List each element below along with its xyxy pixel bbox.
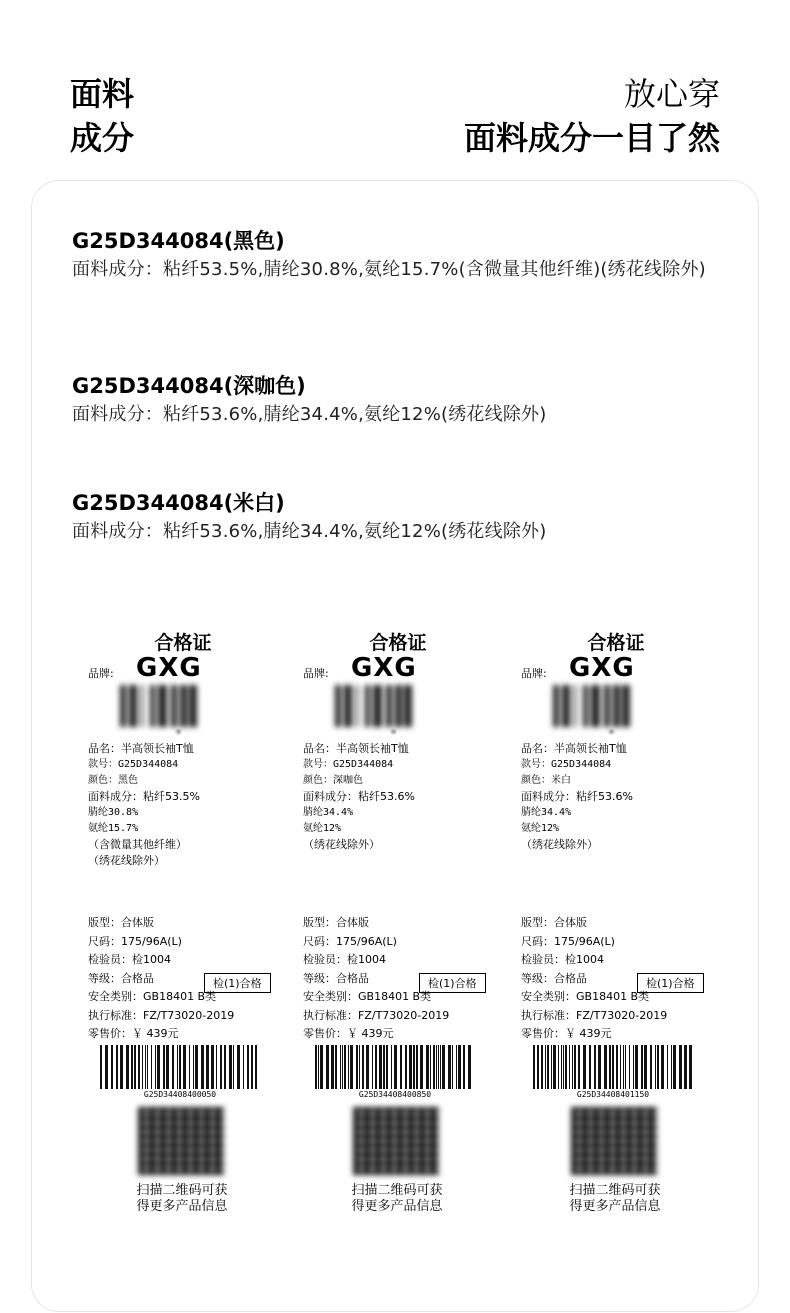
tag-spec-line: 尺码：175/96A(L) [88, 934, 182, 948]
barcode-bar [344, 685, 352, 727]
barcode-bar [251, 1045, 253, 1089]
header-right-line2: 面料成分一目了然 [463, 119, 720, 157]
barcode-bar [623, 1045, 624, 1089]
tag-info-line: 款号：G25D344084 [303, 759, 394, 770]
barcode-bar [565, 1045, 567, 1089]
barcode-bar [400, 1045, 402, 1089]
barcode-bar [335, 1045, 337, 1089]
tag-info-line: （绣花线除外） [521, 838, 598, 851]
qr-code [571, 1107, 657, 1175]
barcode-bar [456, 1045, 457, 1089]
barcode-bar [138, 1045, 140, 1089]
barcode-bar [574, 685, 576, 727]
barcode-bar [604, 685, 610, 727]
barcode-bar [105, 1045, 108, 1089]
barcode-bar [433, 1045, 435, 1089]
tag-spec-line: 等级：合格品 [303, 971, 369, 985]
barcode-bar [562, 685, 570, 727]
brand-logo: GXG [351, 653, 417, 683]
tag-spec-line: 尺码：175/96A(L) [521, 934, 615, 948]
barcode-bar [463, 1045, 465, 1089]
header-right-title [464, 72, 720, 160]
tag-info-line: 面料成分：粘纤53.6% [303, 790, 415, 803]
barcode-bar [379, 1045, 382, 1089]
barcode-bar [657, 1045, 659, 1089]
barcode-bar [120, 1045, 123, 1089]
barcode-bar [383, 1045, 385, 1089]
tag-spec-line: 零售价：￥ 439元 [303, 1027, 394, 1040]
tag-spec-line: 版型：合体版 [88, 916, 154, 929]
barcode-bar [622, 685, 630, 727]
barcode-bar [172, 1045, 174, 1089]
barcode-bar [616, 1045, 618, 1089]
barcode-bar [220, 1045, 222, 1089]
composition-desc: 面料成分：粘纤53.6%,腈纶34.4%,氨纶12%(绣花线除外) [72, 404, 547, 425]
inspection-stamp: 检(1)合格 [419, 973, 486, 993]
tag-spec-line: 等级：合格品 [88, 971, 154, 985]
barcode-bar [673, 1045, 676, 1089]
barcode-bar [394, 1045, 397, 1089]
barcode-bar [120, 685, 126, 727]
barcode-bar [100, 1045, 102, 1089]
tag-info-line: 腈纶34.4% [521, 807, 572, 818]
barcode-bar [426, 1045, 429, 1089]
barcode-bar [171, 685, 177, 727]
barcode-number: G25D34408400050 [143, 1090, 217, 1099]
barcode-bar [644, 1045, 647, 1089]
blurred-barcode [120, 685, 240, 727]
tag-spec-line: 零售价：￥ 439元 [88, 1027, 179, 1040]
barcode-bar [404, 685, 412, 727]
barcode-bar [201, 1045, 204, 1089]
barcode-number: G25D34408400850 [358, 1090, 432, 1099]
scan-hint [317, 1183, 477, 1215]
tag-info-line: 面料成分：粘纤53.5% [88, 790, 200, 803]
dot-mark [176, 729, 181, 734]
brand-label: 品牌: [521, 667, 547, 680]
tag-info-line: 腈纶34.4% [303, 807, 354, 818]
blurred-barcode [335, 685, 455, 727]
tag-info-line: 腈纶30.8% [88, 807, 139, 818]
tag-info-line: 品名：半高领长袖T恤 [521, 742, 627, 755]
barcode-bar [362, 1045, 364, 1089]
barcode-bar [145, 1045, 146, 1089]
qr-code [353, 1107, 439, 1175]
inspection-stamp: 检(1)合格 [637, 973, 704, 993]
barcode-bar [141, 685, 143, 727]
tag-spec-line: 版型：合体版 [521, 916, 587, 929]
barcode-bar [166, 1045, 169, 1089]
barcode-bar [177, 1045, 178, 1089]
barcode-bar [574, 1045, 576, 1089]
barcode-bar [641, 1045, 643, 1089]
barcode-bar [243, 1045, 244, 1089]
barcode-bar [126, 1045, 129, 1089]
tag-info-line: （绣花线除外） [303, 838, 380, 851]
tag-spec-line: 执行标准：FZ/T73020-2019 [88, 1008, 235, 1022]
barcode-bar [359, 1045, 360, 1089]
barcode-bar [667, 1045, 668, 1089]
scan-hint-line2: 得更多产品信息 [351, 1199, 443, 1214]
tag-info-line: （含微量其他纤维） [88, 838, 187, 851]
barcode-bar [320, 1045, 323, 1089]
tag-info-line: 氨纶12% [303, 823, 342, 834]
dot-mark [391, 729, 396, 734]
barcode-bar [216, 1045, 217, 1089]
tag-spec-line: 等级：合格品 [521, 971, 587, 985]
tag-spec-line: 检验员：检1004 [521, 953, 604, 966]
brand-label: 品牌: [88, 667, 114, 680]
scan-hint-line2: 得更多产品信息 [136, 1199, 228, 1214]
barcode-bar [147, 1045, 148, 1089]
barcode-bar [594, 1045, 596, 1089]
barcode-bar [679, 1045, 682, 1089]
barcode-bar [395, 685, 402, 727]
scan-hint-line1: 扫描二维码可获 [351, 1183, 443, 1198]
barcode-bar [448, 1045, 451, 1089]
scan-hint-line1: 扫描二维码可获 [136, 1183, 228, 1198]
hangtag-0 [88, 625, 308, 1225]
barcode-bar [193, 1045, 194, 1089]
barcode-bar [150, 685, 155, 727]
barcode-bar [111, 1045, 113, 1089]
brand-logo: GXG [569, 653, 635, 683]
barcode-bar [452, 1045, 453, 1089]
barcode-bar [318, 1045, 319, 1089]
barcode-bar [458, 1045, 461, 1089]
tag-info-line: 品名：半高领长袖T恤 [88, 742, 194, 755]
barcode-bar [224, 1045, 226, 1089]
barcode-bar [116, 1045, 118, 1089]
tag-spec-line: 检验员：检1004 [303, 953, 386, 966]
tag-spec-line: 安全类别：GB18401 B类 [303, 990, 432, 1003]
barcode-bar [342, 1045, 343, 1089]
hangtag-title: 合格证 [587, 632, 645, 654]
header-right-line1: 放心穿 [623, 75, 720, 113]
inspection-stamp: 检(1)合格 [204, 973, 271, 993]
barcode-bar [183, 1045, 186, 1089]
tag-info-line: 颜色：黑色 [88, 775, 138, 786]
barcode-bar [635, 1045, 638, 1089]
barcode-bar [131, 1045, 133, 1089]
barcode-bar [671, 1045, 672, 1089]
dot-mark [609, 729, 614, 734]
tag-spec-line: 执行标准：FZ/T73020-2019 [303, 1008, 450, 1022]
barcode-bar [533, 1045, 535, 1089]
tag-info-line: 氨纶15.7% [88, 823, 139, 834]
barcode-bar [578, 1045, 580, 1089]
barcode-bar [386, 685, 392, 727]
barcode-bar [561, 1045, 562, 1089]
barcode-bar [179, 1045, 181, 1089]
barcode-bar [563, 1045, 564, 1089]
barcode-bar [442, 1045, 445, 1089]
barcode [533, 1045, 693, 1089]
barcode-bar [134, 1045, 136, 1089]
scan-hint [535, 1183, 695, 1215]
barcode-bar [583, 685, 588, 727]
tag-info-line: 款号：G25D344084 [521, 759, 612, 770]
barcode-bar [553, 685, 559, 727]
tag-info-line: 款号：G25D344084 [88, 759, 179, 770]
barcode-bar [331, 1045, 334, 1089]
barcode-bar [229, 1045, 232, 1089]
tag-info-line: 氨纶12% [521, 823, 560, 834]
hangtag-2 [521, 625, 741, 1225]
barcode-bar [413, 1045, 415, 1089]
barcode-bar [569, 1045, 570, 1089]
barcode-bar [335, 685, 341, 727]
barcode-bar [440, 1045, 441, 1089]
barcode-bar [189, 1045, 190, 1089]
barcode-bar [583, 1045, 586, 1089]
barcode-bar [551, 1045, 552, 1089]
tag-info-line: 颜色：米白 [521, 775, 571, 786]
barcode-bar [629, 1045, 630, 1089]
composition-block [72, 226, 732, 284]
barcode-bar [633, 1045, 634, 1089]
barcode [315, 1045, 475, 1089]
tag-spec-line: 尺码：175/96A(L) [303, 934, 397, 948]
barcode-bar [366, 1045, 369, 1089]
barcode-bar [620, 1045, 621, 1089]
composition-desc: 面料成分：粘纤53.5%,腈纶30.8%,氨纶15.7%(含微量其他纤维)(绣花线除外) [72, 259, 706, 280]
scan-hint [102, 1183, 262, 1215]
barcode-bar [255, 1045, 257, 1089]
composition-code: G25D344084(黑色) [72, 229, 285, 253]
barcode-bar [558, 1045, 559, 1089]
barcode-bar [344, 1045, 346, 1089]
header-left-line2: 成分 [70, 119, 135, 157]
tag-spec-line: 版型：合体版 [303, 916, 369, 929]
barcode-bar [326, 1045, 329, 1089]
barcode-bar [233, 1045, 234, 1089]
barcode-bar [151, 1045, 152, 1089]
barcode-bar [157, 1045, 160, 1089]
barcode-bar [373, 685, 382, 727]
scan-hint-line2: 得更多产品信息 [569, 1199, 661, 1214]
hangtag-title: 合格证 [154, 632, 212, 654]
barcode-bar [350, 1045, 353, 1089]
barcode-bar [420, 1045, 423, 1089]
barcode-bar [142, 1045, 143, 1089]
barcode-bar [684, 1045, 687, 1089]
barcode-bar [189, 685, 197, 727]
barcode-bar [386, 1045, 388, 1089]
barcode-bar [591, 685, 600, 727]
brand-logo: GXG [136, 653, 202, 683]
barcode-bar [409, 1045, 412, 1089]
barcode-bar [356, 685, 358, 727]
barcode-bar [545, 1045, 546, 1089]
tag-info-line: （绣花线除外） [88, 854, 165, 867]
blurred-barcode [553, 685, 673, 727]
barcode-bar [537, 1045, 539, 1089]
barcode-bar [348, 1045, 349, 1089]
barcode-bar [609, 1045, 611, 1089]
barcode-bar [650, 1045, 652, 1089]
barcode-bar [589, 1045, 591, 1089]
barcode-bar [430, 1045, 431, 1089]
barcode-bar [247, 1045, 249, 1089]
barcode-bar [180, 685, 187, 727]
barcode-bar [158, 685, 167, 727]
scan-hint-line1: 扫描二维码可获 [569, 1183, 661, 1198]
barcode-bar [468, 1045, 471, 1089]
barcode-bar [372, 1045, 373, 1089]
barcode-bar [547, 1045, 549, 1089]
composition-block [72, 371, 732, 429]
tag-spec-line: 执行标准：FZ/T73020-2019 [521, 1008, 668, 1022]
barcode-bar [340, 1045, 341, 1089]
barcode-bar [155, 1045, 156, 1089]
barcode-bar [661, 1045, 664, 1089]
barcode-bar [365, 685, 370, 727]
barcode-bar [416, 1045, 418, 1089]
header-left-line1: 面料 [70, 75, 135, 113]
barcode-bar [315, 1045, 317, 1089]
barcode-number: G25D34408401150 [576, 1090, 650, 1099]
barcode-bar [195, 1045, 198, 1089]
tag-spec-line: 安全类别：GB18401 B类 [521, 990, 650, 1003]
tag-info-line: 品名：半高领长袖T恤 [303, 742, 409, 755]
hangtag-title: 合格证 [369, 632, 427, 654]
barcode-bar [436, 1045, 437, 1089]
barcode-bar [237, 1045, 240, 1089]
hangtag-1 [303, 625, 523, 1225]
barcode-bar [553, 1045, 556, 1089]
barcode-bar [163, 1045, 165, 1089]
composition-code: G25D344084(深咖色) [72, 374, 306, 398]
barcode-bar [613, 685, 620, 727]
barcode-bar [375, 1045, 377, 1089]
barcode-bar [356, 1045, 358, 1089]
barcode [100, 1045, 260, 1089]
barcode-bar [625, 1045, 626, 1089]
barcode-bar [612, 1045, 614, 1089]
tag-spec-line: 检验员：检1004 [88, 953, 171, 966]
barcode-bar [572, 1045, 573, 1089]
barcode-bar [211, 1045, 214, 1089]
brand-label: 品牌: [303, 667, 329, 680]
barcode-bar [604, 1045, 607, 1089]
barcode-bar [438, 1045, 439, 1089]
barcode-bar [655, 1045, 656, 1089]
tag-info-line: 颜色：深咖色 [303, 775, 363, 786]
barcode-bar [405, 1045, 407, 1089]
barcode-bar [598, 1045, 601, 1089]
header-left-title [70, 72, 134, 160]
composition-desc: 面料成分：粘纤53.6%,腈纶34.4%,氨纶12%(绣花线除外) [72, 521, 547, 542]
barcode-bar [129, 685, 137, 727]
barcode-bar [206, 1045, 209, 1089]
qr-code [138, 1107, 224, 1175]
barcode-bar [541, 1045, 543, 1089]
tag-spec-line: 零售价：￥ 439元 [521, 1027, 612, 1040]
barcode-bar [391, 1045, 392, 1089]
tag-info-line: 面料成分：粘纤53.6% [521, 790, 633, 803]
composition-code: G25D344084(米白) [72, 491, 285, 515]
composition-block [72, 488, 732, 546]
barcode-bar [689, 1045, 692, 1089]
tag-spec-line: 安全类别：GB18401 B类 [88, 990, 217, 1003]
